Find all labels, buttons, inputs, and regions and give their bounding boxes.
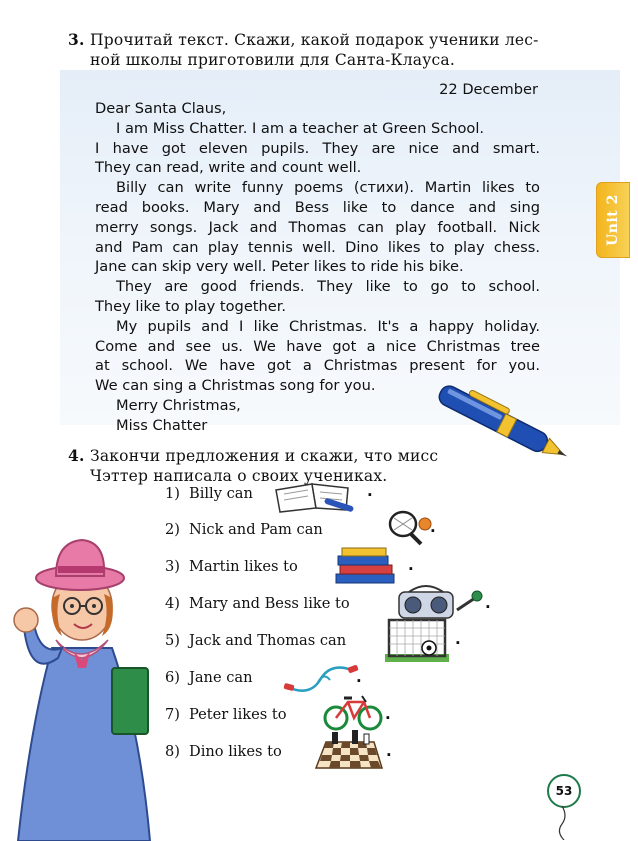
sentence-5 — [165, 631, 346, 651]
sentence-text: Jack and Thomas can — [189, 632, 347, 649]
sentence-8 — [165, 742, 282, 762]
letter-line: I am Miss Chatter. I am a teacher at Green School. — [116, 119, 485, 137]
exercise-4-line-1: Закончи предложения и скажи, что мисс — [90, 447, 439, 465]
letter-line: Come and see us. We have got a nice Christmas tree — [95, 337, 540, 355]
sentence-dot: . — [356, 668, 362, 686]
exercise-3-instruction — [68, 30, 539, 70]
sentence-text: Billy can — [189, 485, 253, 502]
letter-line: They are good friends. They like to go to school. — [116, 278, 540, 296]
sentence-dot: . — [386, 742, 392, 760]
football-goal-icon — [383, 616, 451, 664]
letter-line: We can sing a Christmas song for you. — [95, 377, 376, 395]
letter-closing: Merry Christmas, — [116, 396, 241, 414]
sentence-number: 3) — [165, 558, 180, 575]
letter-line: merry songs. Jack and Thomas can play football. Nick — [95, 218, 540, 236]
letter-line: at school. We have got a Christmas present for you. — [95, 357, 540, 375]
sentence-text: Jane can — [189, 669, 253, 686]
letter-line: Jane can skip very well. Peter likes to ride his bike. — [95, 258, 464, 276]
sentence-text: Martin likes to — [189, 558, 298, 575]
sentence-dot: . — [455, 630, 461, 648]
sentence-6 — [165, 668, 253, 688]
sentence-dot: . — [485, 594, 491, 612]
sentence-7 — [165, 705, 287, 725]
exercise-4-line-2: Чэттер написала о своих учениках. — [90, 467, 388, 485]
letter-signature: Miss Chatter — [116, 416, 208, 434]
sentence-number: 2) — [165, 521, 180, 538]
exercise-3-number: 3. — [68, 30, 85, 49]
sentence-text: Peter likes to — [189, 706, 287, 723]
letter-line: They like to play together. — [95, 297, 287, 315]
letter-line: read books. Mary and Bess like to dance and sing — [95, 198, 540, 216]
letter-line: and Pam can play tennis well. Dino likes to play chess. — [95, 238, 540, 256]
sentence-3 — [165, 557, 298, 577]
sentence-4 — [165, 594, 350, 614]
sentence-text: Dino likes to — [189, 743, 282, 760]
sentence-1 — [165, 484, 253, 504]
unit-tab-label: Unit 2 — [605, 194, 621, 246]
sentence-number: 8) — [165, 743, 180, 760]
page-number-tail — [556, 806, 572, 840]
tennis-racket-icon — [385, 508, 433, 548]
sentence-text: Nick and Pam can — [189, 521, 323, 538]
letter-line: Billy can write funny poems (стихи). Martin likes to — [116, 179, 540, 197]
exercise-4-number: 4. — [68, 446, 85, 465]
sentence-dot: . — [367, 482, 373, 500]
exercise-4-instruction — [68, 446, 438, 486]
page-number: 53 — [547, 774, 581, 808]
bicycle-icon — [322, 690, 384, 732]
sentence-dot: . — [385, 705, 391, 723]
books-stack-icon — [332, 546, 398, 586]
exercise-3-line-2: ной школы приготовили для Санта-Клауса. — [90, 51, 455, 69]
letter-greeting: Dear Santa Claus, — [95, 100, 227, 117]
sentence-number: 1) — [165, 485, 180, 502]
sentence-dot: . — [408, 556, 414, 574]
unit-tab — [596, 182, 630, 258]
exercise-3-line-1: Прочитай текст. Скажи, какой подарок ученики лес- — [90, 31, 539, 49]
sentence-number: 6) — [165, 669, 180, 686]
sentence-number: 7) — [165, 706, 180, 723]
letter-line: I have got eleven pupils. They are nice and smart. — [95, 139, 540, 157]
letter-date: 22 December — [439, 81, 538, 98]
letter-line: My pupils and I like Christmas. It's a happy holiday. — [116, 317, 540, 335]
pen-icon — [420, 382, 580, 460]
letter-line: They can read, write and count well. — [95, 159, 362, 177]
sentence-number: 4) — [165, 595, 180, 612]
book-pen-icon — [272, 476, 362, 516]
teacher-illustration — [0, 528, 160, 841]
sentence-2 — [165, 520, 323, 540]
chessboard-icon — [312, 728, 384, 770]
sentence-text: Mary and Bess like to — [189, 595, 350, 612]
sentence-number: 5) — [165, 632, 180, 649]
sentence-dot: . — [430, 518, 436, 536]
